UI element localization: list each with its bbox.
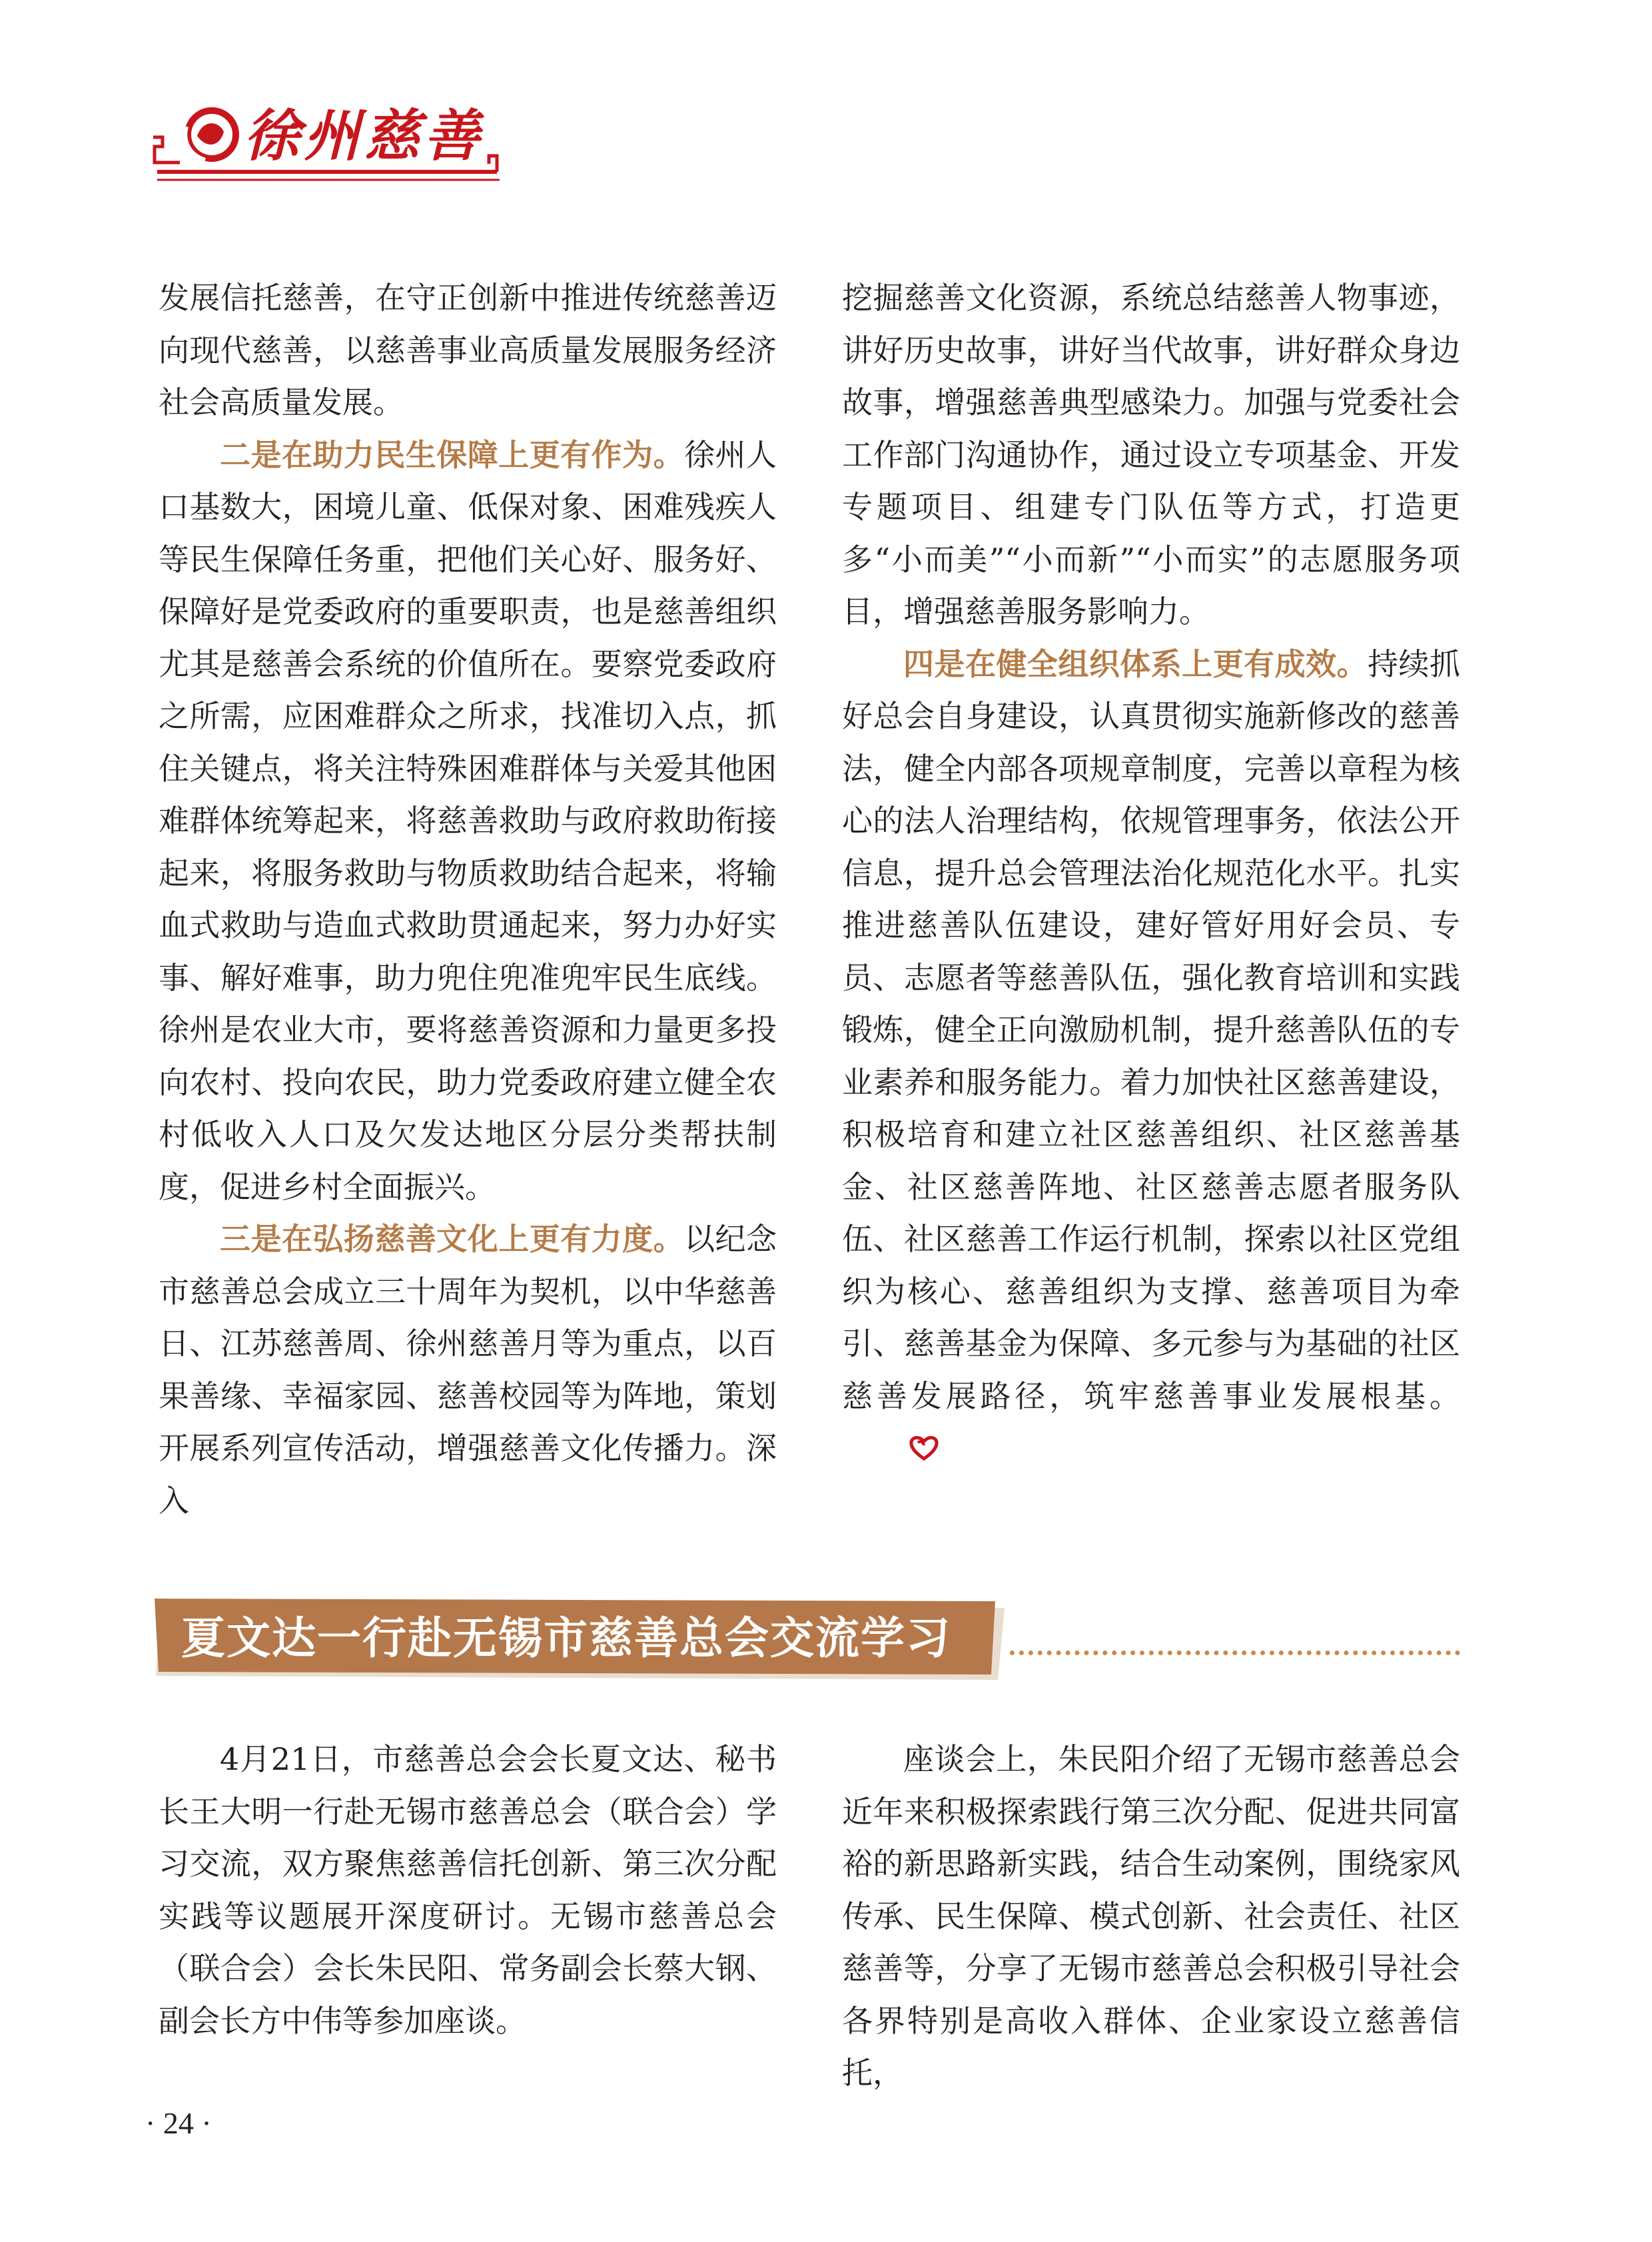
- paragraph-body: 徐州人口基数大，困境儿童、低保对象、困难残疾人等民生保障任务重，把他们关心好、服务好、保障好是党委政府的重要职责，也是慈善组织尤其是慈善会系统的价值所在。要察党委政府之所需，应困难群众之所求，找准切入点，抓住关键点，将关注特殊困难群体与关爱其他困难群体统筹起来，将慈善救助与政府救助衔接起来，将服务救助与物质救助结合起来，将输血式救助与造血式救助贯通起来，努力办好实事、解好难事，助力兜住兜准兜牢民生底线。徐州是农业大市，要将慈善资源和力量更多投向农村、投向农民，助力党委政府建立健全农村低收入人口及欠发达地区分层分类帮扶制度，促进乡村全面振兴。: [159, 436, 777, 1205]
- article-column-left: [159, 272, 777, 1527]
- article-title-banner: [155, 1599, 1007, 1682]
- article-title: 夏文达一行赴无锡市慈善总会交流学习: [181, 1612, 951, 1664]
- paragraph: 挖掘慈善文化资源，系统总结慈善人物事迹，讲好历史故事，讲好当代故事，讲好群众身边故事，增强慈善典型感染力。加强与党委社会工作部门沟通协作，通过设立专项基金、开发专题项目、组建专门队伍等方式，打造更多“小而美”“小而新”“小而实”的志愿服务项目，增强慈善服务影响力。: [842, 280, 1460, 629]
- article-column-right: [842, 272, 1460, 1477]
- paragraph: 4月21日，市慈善总会会长夏文达、秘书长王大明一行赴无锡市慈善总会（联合会）学习交流，双方聚焦慈善信托创新、第三次分配实践等议题展开深度研讨。无锡市慈善总会（联合会）会长朱民阳、常务副会长蔡大钢、副会长方中伟等参加座谈。: [159, 1741, 777, 2039]
- section-heading: 二是在助力民生保障上更有作为。: [220, 436, 685, 473]
- news-column-right: [842, 1733, 1460, 2099]
- paragraph-body: 持续抓好总会自身建设，认真贯彻实施新修改的慈善法，健全内部各项规章制度，完善以章程为核心的法人治理结构，依规管理事务，依法公开信息，提升总会管理法治化规范化水平。扎实推进慈善队伍建设，建好管好用好会员、专员、志愿者等慈善队伍，强化教育培训和实践锻炼，健全正向激励机制，提升慈善队伍的专业素养和服务能力。着力加快社区慈善建设，积极培育和建立社区慈善组织、社区慈善基金、社区慈善阵地、社区慈善志愿者服务队伍、社区慈善工作运行机制，探索以社区党组织为核心、慈善组织为支撑、慈善项目为牵引、慈善基金为保障、多元参与为基础的社区慈善发展路径，筑牢慈善事业发展根基。: [842, 645, 1461, 1414]
- news-column-left: [159, 1733, 777, 2047]
- paragraph: 发展信托慈善，在守正创新中推进传统慈善迈向现代慈善，以慈善事业高质量发展服务经济社会高质量发展。: [159, 280, 777, 420]
- paragraph: 座谈会上，朱民阳介绍了无锡市慈善总会近年来积极探索践行第三次分配、促进共同富裕的新思路新实践，结合生动案例，围绕家风传承、民生保障、模式创新、社会责任、社区慈善等，分享了无锡市慈善总会积极引导社会各界特别是高收入群体、企业家设立慈善信托，: [842, 1741, 1460, 2091]
- title-divider: [1010, 1651, 1460, 1655]
- paragraph: [159, 429, 777, 1214]
- magazine-title: 徐州慈善: [244, 103, 484, 169]
- heart-icon: [847, 1425, 939, 1477]
- paragraph-body: 以纪念市慈善总会成立三十周年为契机，以中华慈善日、江苏慈善周、徐州慈善月等为重点，以百果善缘、幸福家园、慈善校园等为阵地，策划开展系列宣传活动，增强慈善文化传播力。深入: [159, 1221, 777, 1519]
- paragraph: [159, 1213, 777, 1527]
- section-heading: 四是在健全组织体系上更有成效。: [903, 645, 1368, 682]
- magazine-header: [151, 100, 510, 185]
- section-heading: 三是在弘扬慈善文化上更有力度。: [220, 1221, 685, 1257]
- logo-mark-icon: [185, 111, 236, 160]
- page-number: · 24 ·: [145, 2106, 212, 2140]
- paragraph: [842, 638, 1460, 1477]
